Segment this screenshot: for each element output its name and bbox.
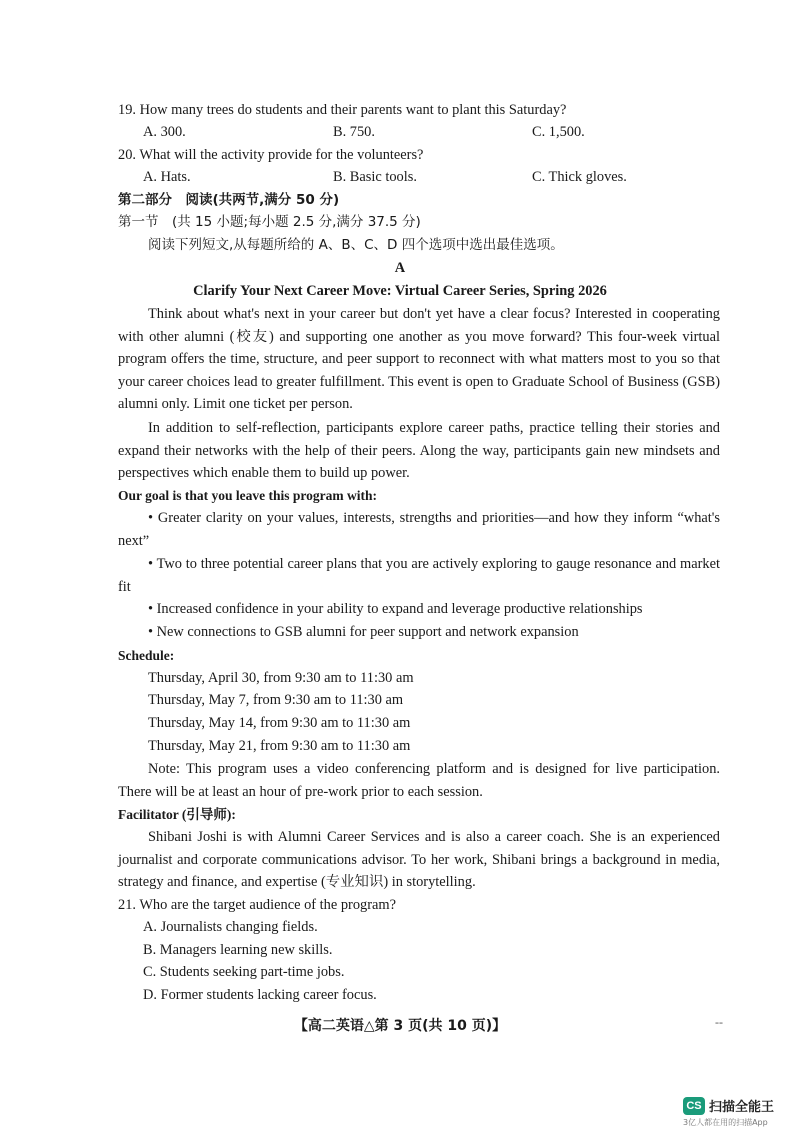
q21-question: 21. Who are the target audience of the program? <box>118 897 396 913</box>
scanner-watermark <box>683 1096 774 1115</box>
goal-bullet: • New connections to GSB alumni for peer support and network expansion <box>148 624 579 640</box>
schedule-item: Thursday, May 14, from 9:30 am to 11:30 am <box>148 715 411 731</box>
q20-option-a: A. Hats. <box>143 169 191 185</box>
schedule-item: Thursday, May 7, from 9:30 am to 11:30 am <box>148 692 404 708</box>
q20-question: 20. What will the activity provide for the volunteers? <box>118 147 424 163</box>
q19-option-a: A. 300. <box>143 124 186 140</box>
passage-paragraph-1: Think about what's next in your career but don't yet have a clear focus? Interested in cooperating with other alumni (校友) and supporting one another as you move forward? This four-week virtual program offers the time, structure, and peer support to reconnect with what matters most to you so that your career choices lead to greater fulfillment. This event is open to Graduate School of Business (GSB) alumni only. Limit one ticket per person. <box>118 306 720 413</box>
passage-paragraph-2: In addition to self-reflection, participants explore career paths, practice telling their stories and expand their networks with the help of their peers. Along the way, participants gain new mindsets and perspectives which enable them to build up power. <box>118 420 720 482</box>
q21-option-d: D. Former students lacking career focus. <box>143 987 377 1003</box>
q19-option-c: C. 1,500. <box>532 124 585 140</box>
schedule-item: Thursday, May 21, from 9:30 am to 11:30 am <box>148 738 411 754</box>
schedule-heading: Schedule: <box>118 648 175 663</box>
q21-option-b: B. Managers learning new skills. <box>143 942 333 958</box>
note-paragraph: Note: This program uses a video conferencing platform and is designed for live participation. There will be at least an hour of pre-work prior to each session. <box>118 761 720 800</box>
part2-heading: 第二部分 阅读(共两节,满分 50 分) <box>118 192 340 208</box>
q19-option-b: B. 750. <box>333 124 375 140</box>
facilitator-paragraph: Shibani Joshi is with Alumni Career Services and is also a career coach. She is an experienced journalist and corporate communications advisor. To her work, Shibani brings a background in media, strategy and finance, and expertise (专业知识) in storytelling. <box>118 829 720 891</box>
q20-option-c: C. Thick gloves. <box>532 169 627 185</box>
q20-option-b: B. Basic tools. <box>333 169 417 185</box>
section1-heading: 第一节 (共 15 小题;每小题 2.5 分,满分 37.5 分) <box>118 214 421 230</box>
q21-option-a: A. Journalists changing fields. <box>143 919 318 935</box>
goal-bullet: • Two to three potential career plans that you are actively exploring to gauge resonance and market fit <box>118 556 720 595</box>
goal-heading: Our goal is that you leave this program with: <box>118 488 378 503</box>
reading-instruction: 阅读下列短文,从每题所给的 A、B、C、D 四个选项中选出最佳选项。 <box>148 237 564 253</box>
passage-letter: A <box>394 260 406 276</box>
watermark-tagline: 3亿人都在用的扫描App <box>683 1118 768 1127</box>
camscanner-logo-icon: CS <box>683 1097 705 1115</box>
footer-dash: -- <box>715 1015 723 1029</box>
facilitator-heading: Facilitator (引导师): <box>118 807 236 822</box>
watermark-name: 扫描全能王 <box>709 1100 775 1115</box>
q21-option-c: C. Students seeking part-time jobs. <box>143 964 345 980</box>
schedule-item: Thursday, April 30, from 9:30 am to 11:30 am <box>148 670 414 686</box>
q19-question: 19. How many trees do students and their parents want to plant this Saturday? <box>118 102 567 118</box>
page-footer: 【高二英语△第 3 页(共 10 页)】 <box>293 1018 507 1034</box>
goal-bullet: • Greater clarity on your values, interests, strengths and priorities—and how they inform “what's next” <box>118 510 720 549</box>
passage-title: Clarify Your Next Career Move: Virtual Career Series, Spring 2026 <box>193 283 607 299</box>
goal-bullet: • Increased confidence in your ability to expand and leverage productive relationships <box>148 601 643 617</box>
